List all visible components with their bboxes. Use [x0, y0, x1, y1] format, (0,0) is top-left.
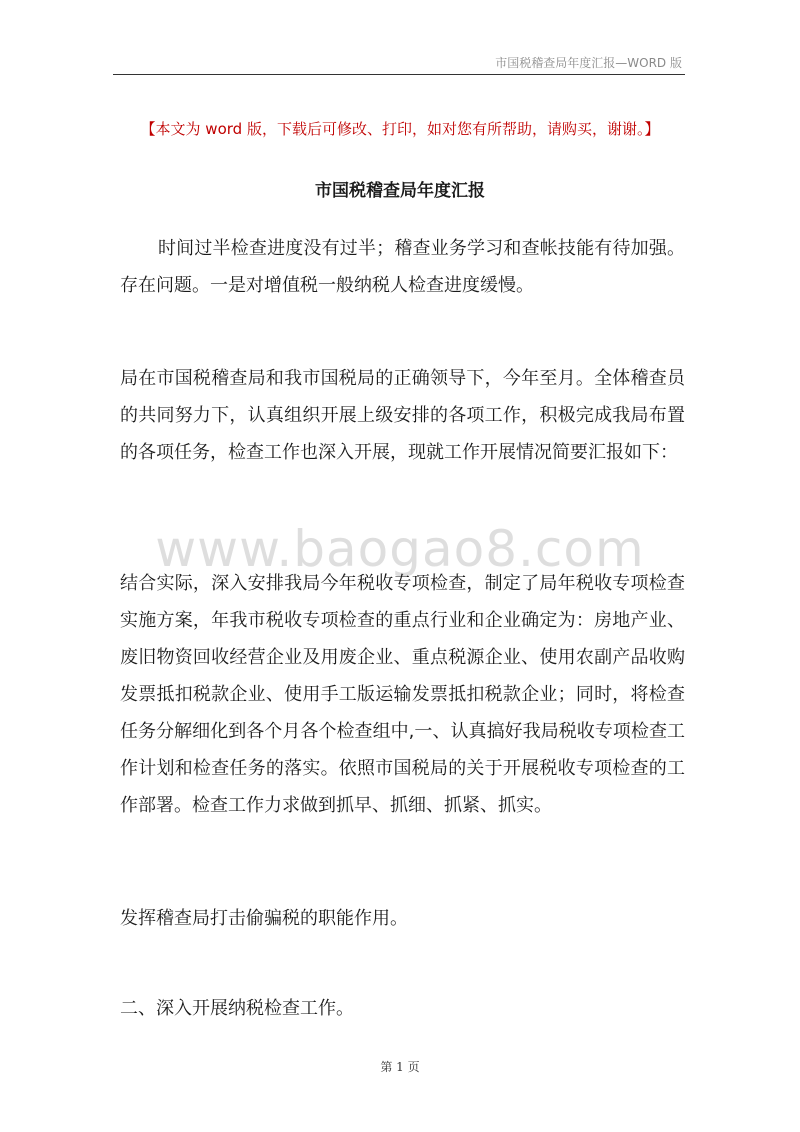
- paragraph-5: 二、深入开展纳税检查工作。: [120, 998, 354, 1019]
- paragraph-4: 发挥稽查局打击偷骗税的职能作用。: [120, 908, 408, 929]
- page-number: 第 1 页: [380, 1060, 420, 1074]
- paragraph-3: 结合实际，深入安排我局今年税收专项检查，制定了局年税收专项检查实施方案，年我市税收专项检查的重点行业和企业确定为：房地产业、废旧物资回收经营企业及用废企业、重点税源企业、使用农副产品收购发票抵扣税款企业、使用手工版运输发票抵扣税款企业；同时，将检查任务分解细化到各个月各个检查组中,一、认真搞好我局税收专项检查工作计划和检查任务的落实。依照市国税局的关于开展税收专项检查的工作部署。检查工作力求做到抓早、抓细、抓紧、抓实。: [120, 573, 685, 816]
- watermark: www.baogao8.com: [155, 520, 645, 578]
- paragraph-1: 时间过半检查进度没有过半；稽查业务学习和查帐技能有待加强。存在问题。一是对增值税一般纳税人检查进度缓慢。: [120, 238, 685, 296]
- page-header-title: 市国税稽查局年度汇报—WORD 版: [495, 56, 682, 70]
- purchase-notice: 【本文为 word 版，下载后可修改、打印，如对您有所帮助，请购买，谢谢。】: [140, 120, 660, 138]
- paragraph-2: 局在市国税稽查局和我市国税局的正确领导下，今年至月。全体稽查员的共同努力下，认真组织开展上级安排的各项工作，积极完成我局布置的各项任务，检查工作也深入开展，现就工作开展情况简要汇报如下：: [120, 368, 685, 463]
- document-title: 市国税稽查局年度汇报: [315, 181, 485, 201]
- header-divider: [113, 74, 685, 75]
